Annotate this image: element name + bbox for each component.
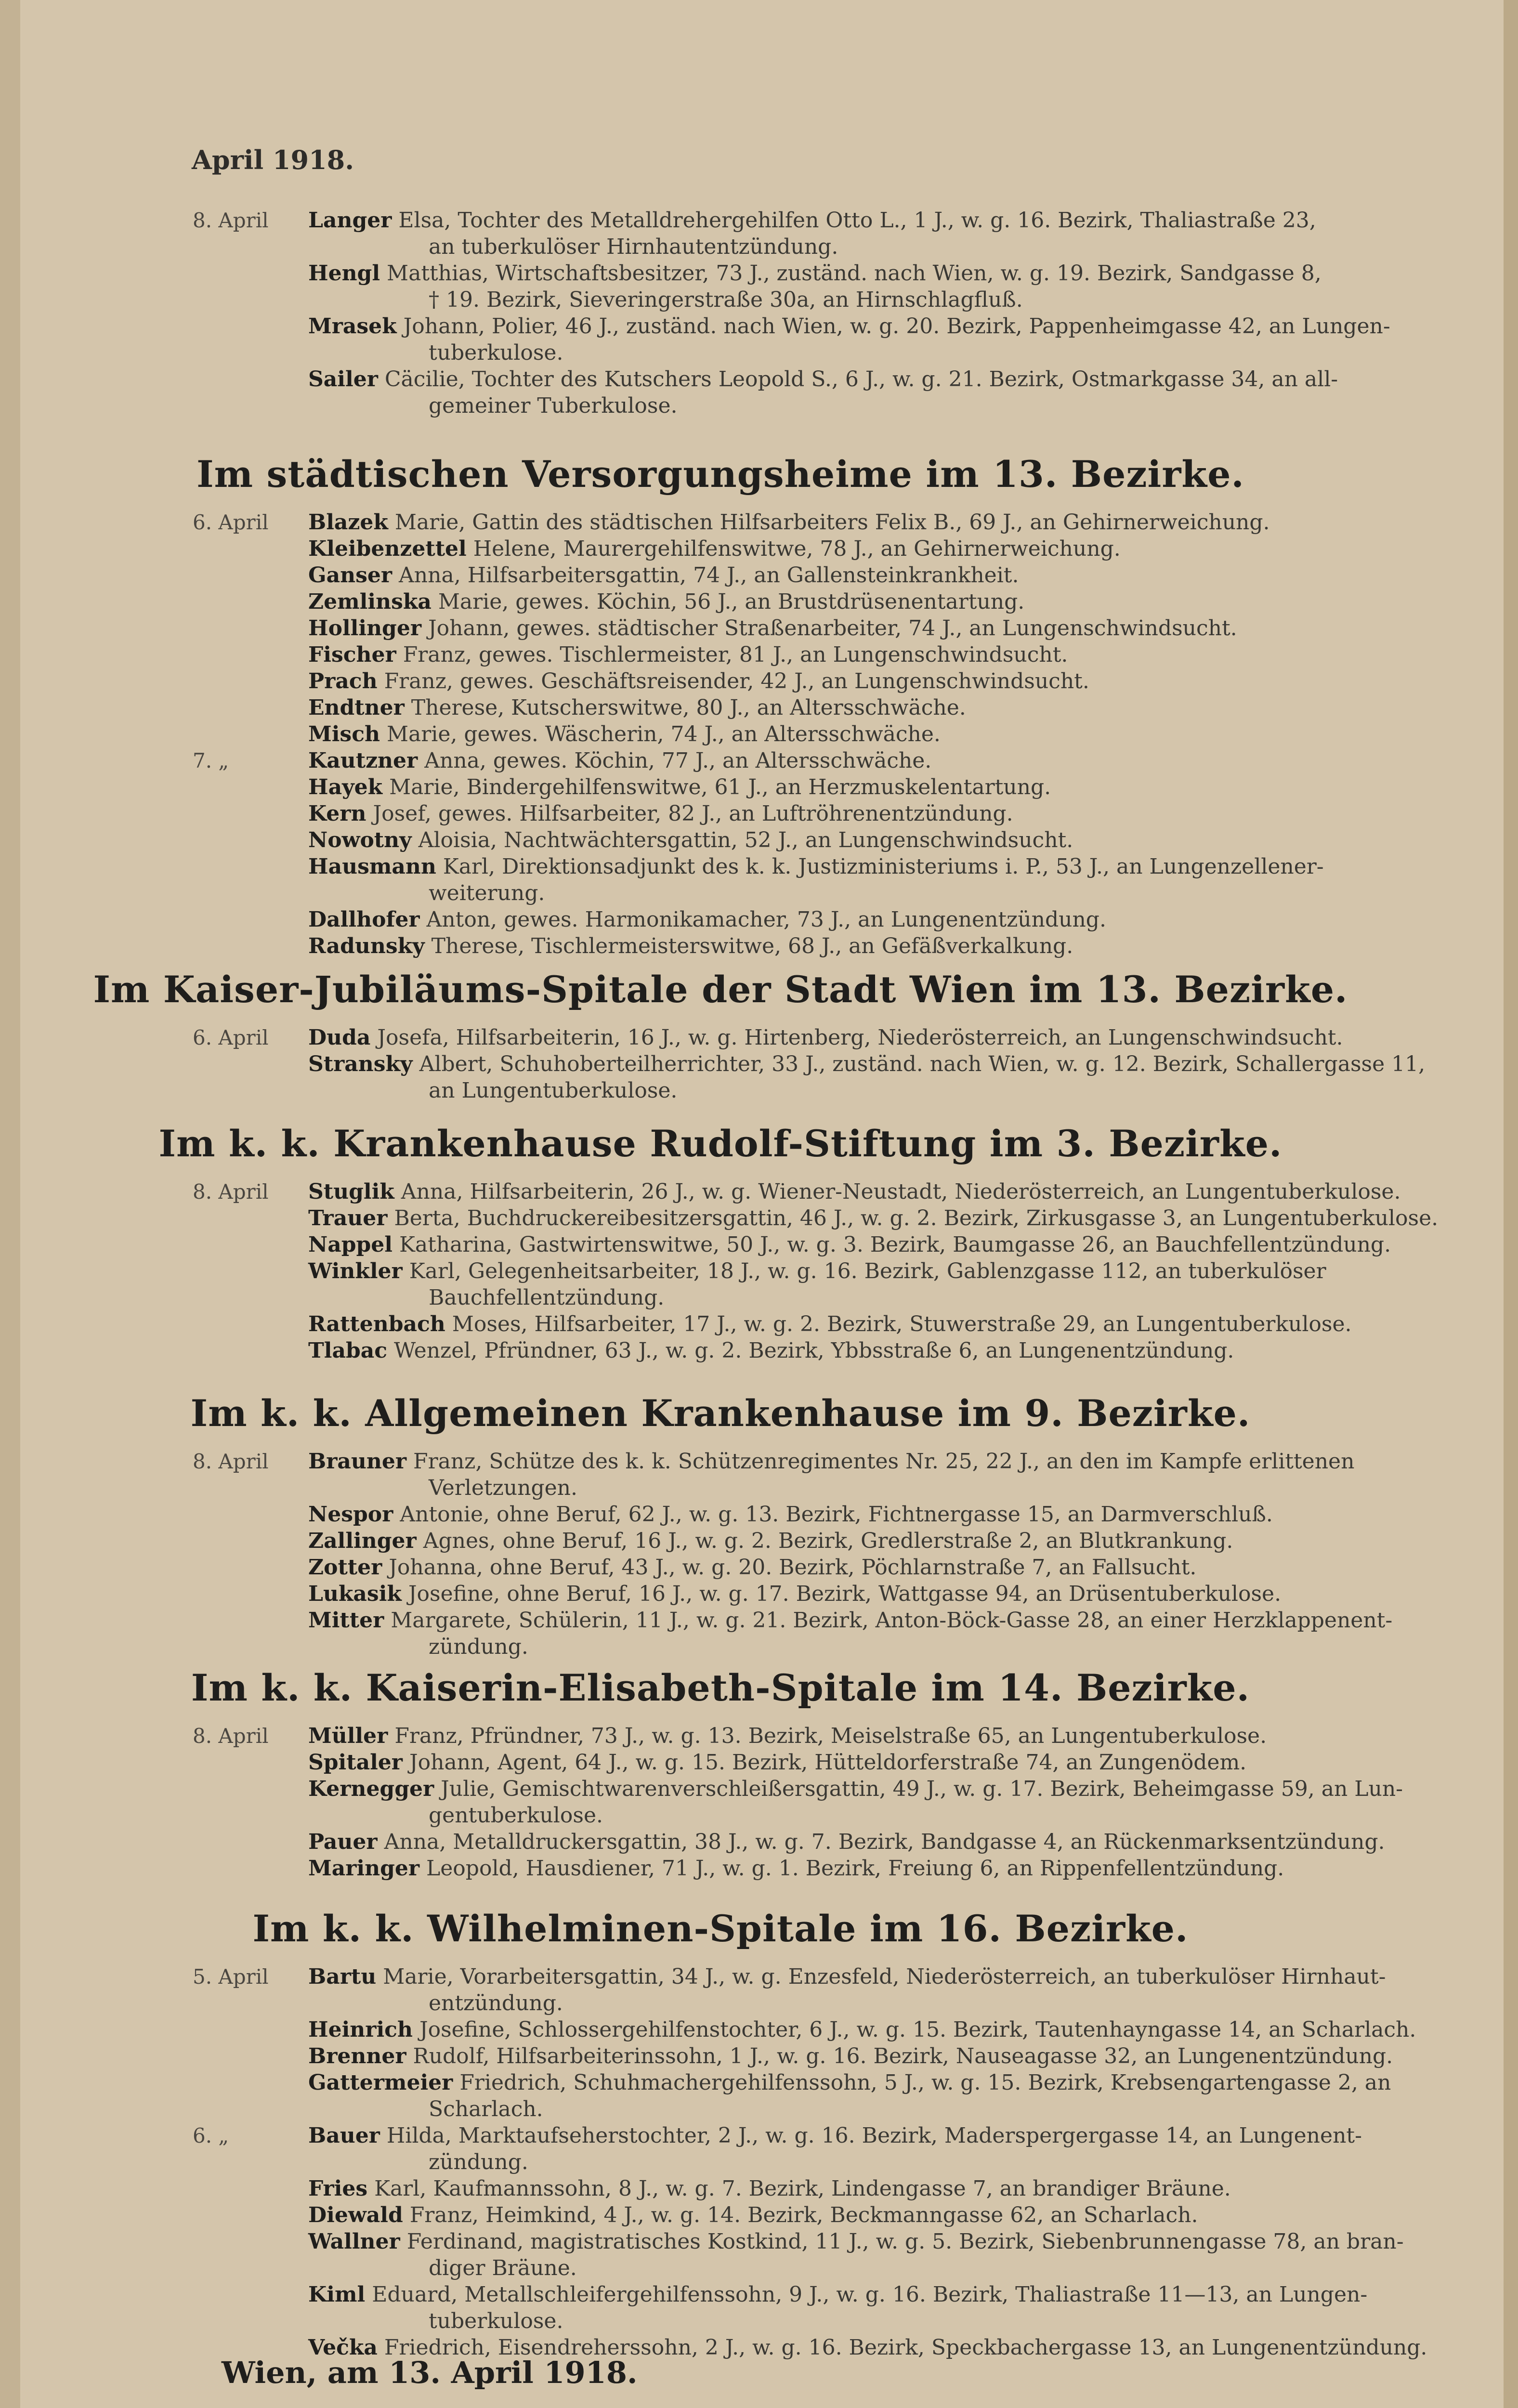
list-item — [0, 694, 1518, 721]
list-item — [0, 1258, 1518, 1311]
entry-detail: Josefine, Schlossergehilfenstochter, 6 J., w. g. 15. Bezirk, Tautenhayngasse 14, an Scharlach. — [419, 2017, 1416, 2042]
entry-detail: Franz, Heimkind, 4 J., w. g. 14. Bezirk, Beckmanngasse 62, an Scharlach. — [409, 2203, 1198, 2227]
entry-name: Mitter — [308, 1608, 384, 1633]
entry-name: Kautzner — [308, 748, 418, 773]
entry-detail: Elsa, Tochter des Metalldrehergehilfen Otto L., 1 J., w. g. 16. Bezirk, Thaliastraße 23, — [398, 208, 1316, 233]
list-item — [0, 1528, 1518, 1554]
entry-continuation: an tuberkulöser Hirnhautentzündung. — [429, 235, 838, 259]
entry-detail: Franz, Pfründner, 73 J., w. g. 13. Bezirk, Meiselstraße 65, an Lungentuberkulose. — [394, 1724, 1267, 1748]
entry-name: Maringer — [308, 1856, 420, 1881]
list-item — [0, 2016, 1518, 2043]
entry-detail: Franz, gewes. Geschäftsreisender, 42 J., an Lungenschwindsucht. — [384, 669, 1089, 694]
entry-detail: Eduard, Metallschleifergehilfenssohn, 9 J., w. g. 16. Bezirk, Thaliastraße 11—13, an Lungen- — [372, 2282, 1368, 2307]
entry-name: Kern — [308, 801, 366, 826]
entry-detail: Marie, Vorarbeitersgattin, 34 J., w. g. Enzesfeld, Niederösterreich, an tuberkulöser Hirnhaut- — [383, 1964, 1386, 1989]
entry-name: Heinrich — [308, 2017, 413, 2042]
list-item — [0, 260, 1518, 313]
entry-continuation: gentuberkulose. — [429, 1803, 603, 1828]
entry-date: 8. April — [193, 209, 269, 232]
entry-detail: Johann, Polier, 46 J., zuständ. nach Wien, w. g. 20. Bezirk, Pappenheimgasse 42, an Lungen- — [403, 314, 1390, 339]
entry-name: Kiml — [308, 2282, 366, 2307]
entry-name: Nowotny — [308, 828, 412, 852]
entry-name: Kleibenzettel — [308, 537, 467, 561]
entry-name: Stransky — [308, 1052, 413, 1076]
list-item — [0, 1581, 1518, 1607]
entry-continuation: Scharlach. — [429, 2097, 543, 2121]
entry-continuation: tuberkulose. — [429, 340, 563, 365]
section-kaiser-jubilaeums-spital — [0, 949, 1518, 1104]
list-item — [0, 1749, 1518, 1776]
entry-detail: Helene, Maurergehilfenswitwe, 78 J., an Gehirnerweichung. — [473, 537, 1121, 561]
entry-continuation: zündung. — [429, 1635, 528, 1659]
entry-detail: Josef, gewes. Hilfsarbeiter, 82 J., an Luftröhrenentzündung. — [373, 801, 1013, 826]
entry-name: Dallhofer — [308, 907, 420, 932]
entry-detail: Aloisia, Nachtwächtersgattin, 52 J., an Lungenschwindsucht. — [418, 828, 1073, 852]
entry-name: Kernegger — [308, 1777, 434, 1801]
list-item — [0, 1231, 1518, 1258]
entry-detail: Anna, Metalldruckersgattin, 38 J., w. g. 7. Bezirk, Bandgasse 4, an Rückenmarksentzündung. — [384, 1830, 1385, 1854]
entry-detail: Marie, gewes. Wäscherin, 74 J., an Altersschwäche. — [386, 722, 941, 746]
entry-date: 8. April — [193, 1724, 269, 1748]
entry-name: Wallner — [308, 2229, 400, 2254]
entry-detail: Margarete, Schülerin, 11 J., w. g. 21. Bezirk, Anton-Böck-Gasse 28, an einer Herzklappenent- — [391, 1608, 1393, 1633]
entry-name: Diewald — [308, 2203, 403, 2227]
list-item — [0, 1337, 1518, 1364]
entry-date: 5. April — [193, 1965, 269, 1989]
entry-detail: Anna, Hilfsarbeitersgattin, 74 J., an Gallensteinkrankheit. — [399, 563, 1019, 588]
entry-continuation: † 19. Bezirk, Sieveringerstraße 30a, an Hirnschlagfluß. — [429, 288, 1023, 312]
section-versorgungsheim — [0, 433, 1518, 959]
list-item — [0, 1178, 1518, 1205]
section-heading: Im k. k. Krankenhause Rudolf-Stiftung im 3. Bezirke. — [158, 1122, 1282, 1165]
list-item — [0, 1855, 1518, 1882]
entry-name: Müller — [308, 1724, 388, 1748]
section-wilhelminen-spital — [0, 1888, 1518, 2361]
entry-date: 6. April — [193, 1026, 269, 1049]
entry-name: Bauer — [308, 2123, 380, 2148]
list-item — [0, 366, 1518, 419]
list-item — [0, 721, 1518, 747]
intro-entries — [0, 207, 1518, 419]
entry-continuation: diger Bräune. — [429, 2256, 577, 2280]
entry-name: Zotter — [308, 1555, 382, 1580]
list-item — [0, 2175, 1518, 2202]
entry-detail: Hilda, Marktaufseherstochter, 2 J., w. g. 16. Bezirk, Maderspergergasse 14, an Lungenent- — [386, 2123, 1362, 2148]
entry-detail: Albert, Schuhoberteilherrichter, 33 J., zuständ. nach Wien, w. g. 12. Bezirk, Schallergasse 11, — [419, 1052, 1426, 1076]
entry-name: Prach — [308, 669, 378, 694]
section-heading: Im Kaiser-Jubiläums-Spitale der Stadt Wien im 13. Bezirke. — [93, 968, 1348, 1011]
list-item — [0, 1051, 1518, 1104]
entry-name: Fries — [308, 2176, 368, 2201]
entry-detail: Wenzel, Pfründner, 63 J., w. g. 2. Bezirk, Ybbsstraße 6, an Lungenentzündung. — [394, 1338, 1234, 1363]
entry-continuation: zündung. — [429, 2150, 528, 2174]
list-item — [0, 747, 1518, 774]
list-item — [0, 1024, 1518, 1051]
entry-detail: Marie, Bindergehilfenswitwe, 61 J., an Herzmuskelentartung. — [389, 775, 1051, 799]
entry-continuation: Verletzungen. — [429, 1476, 577, 1500]
entry-name: Ganser — [308, 563, 393, 588]
entry-detail: Karl, Gelegenheitsarbeiter, 18 J., w. g. 16. Bezirk, Gablenzgasse 112, an tuberkulöser — [409, 1259, 1326, 1283]
entry-name: Brenner — [308, 2044, 406, 2068]
list-item — [0, 2202, 1518, 2228]
list-item — [0, 1776, 1518, 1829]
entry-detail: Therese, Tischlermeisterswitwe, 68 J., an Gefäßverkalkung. — [431, 934, 1073, 958]
list-item — [0, 615, 1518, 641]
list-item — [0, 641, 1518, 668]
entry-name: Mrasek — [308, 314, 397, 339]
entry-name: Duda — [308, 1025, 371, 1050]
entry-detail: Katharina, Gastwirtenswitwe, 50 J., w. g. 3. Bezirk, Baumgasse 26, an Bauchfellentzündung. — [399, 1232, 1391, 1257]
entry-detail: Antonie, ohne Beruf, 62 J., w. g. 13. Bezirk, Fichtnergasse 15, an Darmverschluß. — [400, 1502, 1273, 1527]
entry-date: 8. April — [193, 1180, 269, 1204]
entry-detail: Cäcilie, Tochter des Kutschers Leopold S., 6 J., w. g. 21. Bezirk, Ostmarkgasse 34, an all- — [384, 367, 1338, 392]
entry-continuation: an Lungentuberkulose. — [429, 1078, 678, 1103]
entry-name: Blazek — [308, 510, 388, 535]
entry-date: 7. „ — [193, 749, 229, 772]
entry-detail: Julie, Gemischtwarenverschleißersgattin, 49 J., w. g. 17. Bezirk, Beheimgasse 59, an Lun- — [441, 1777, 1403, 1801]
entry-date: 6. „ — [193, 2124, 229, 2147]
list-item — [0, 536, 1518, 562]
entry-continuation: weiterung. — [429, 881, 545, 905]
entry-name: Nespor — [308, 1502, 393, 1527]
entry-name: Langer — [308, 208, 392, 233]
list-item — [0, 827, 1518, 853]
entry-name: Misch — [308, 722, 380, 746]
entry-detail: Johanna, ohne Beruf, 43 J., w. g. 20. Bezirk, Pöchlarnstraße 7, an Fallsucht. — [389, 1555, 1197, 1580]
section-rudolf-stiftung — [0, 1103, 1518, 1364]
entry-name: Bartu — [308, 1964, 377, 1989]
entry-detail: Anna, Hilfsarbeiterin, 26 J., w. g. Wiener-Neustadt, Niederösterreich, an Lungentuberkulose. — [401, 1179, 1401, 1204]
closing-date: Wien, am 13. April 1918. — [222, 2355, 638, 2390]
entry-name: Hausmann — [308, 854, 436, 879]
entry-detail: Moses, Hilfsarbeiter, 17 J., w. g. 2. Bezirk, Stuwerstraße 29, an Lungentuberkulose. — [452, 1312, 1352, 1336]
entry-detail: Anton, gewes. Harmonikamacher, 73 J., an Lungenentzündung. — [426, 907, 1106, 932]
list-item — [0, 1205, 1518, 1231]
entry-detail: Franz, gewes. Tischlermeister, 81 J., an Lungenschwindsucht. — [403, 642, 1068, 667]
entry-name: Trauer — [308, 1206, 388, 1230]
list-item — [0, 1554, 1518, 1581]
entry-name: Zemlinska — [308, 589, 432, 614]
list-item — [0, 2069, 1518, 2122]
section-heading: Im k. k. Allgemeinen Krankenhause im 9. Bezirke. — [190, 1392, 1251, 1435]
entry-detail: Josefine, ohne Beruf, 16 J., w. g. 17. Bezirk, Wattgasse 94, an Drüsentuberkulose. — [408, 1582, 1282, 1606]
entry-detail: Berta, Buchdruckereibesitzersgattin, 46 J., w. g. 2. Bezirk, Zirkusgasse 3, an Lungentuberkulose. — [394, 1206, 1439, 1230]
entry-detail: Matthias, Wirtschaftsbesitzer, 73 J., zuständ. nach Wien, w. g. 19. Bezirk, Sandgasse 8, — [387, 261, 1322, 286]
entry-date: 6. April — [193, 510, 269, 534]
entry-name: Brauner — [308, 1449, 407, 1474]
entry-name: Rattenbach — [308, 1312, 445, 1336]
list-item — [0, 1501, 1518, 1528]
entry-name: Winkler — [308, 1259, 403, 1283]
entry-continuation: Bauchfellentzündung. — [429, 1285, 665, 1310]
entry-detail: Therese, Kutscherswitwe, 80 J., an Altersschwäche. — [411, 695, 966, 720]
list-item — [0, 1829, 1518, 1855]
list-item — [0, 207, 1518, 260]
list-item — [0, 906, 1518, 933]
entry-detail: Ferdinand, magistratisches Kostkind, 11 J., w. g. 5. Bezirk, Siebenbrunnengasse 78, an bran- — [406, 2229, 1404, 2254]
list-item — [0, 2122, 1518, 2175]
list-item — [0, 774, 1518, 800]
entry-name: Večka — [308, 2335, 378, 2360]
running-header-date: April 1918. — [192, 144, 354, 175]
list-item — [0, 2228, 1518, 2281]
entry-name: Pauer — [308, 1830, 378, 1854]
entry-name: Hollinger — [308, 616, 421, 641]
entry-name: Fischer — [308, 642, 396, 667]
entry-name: Sailer — [308, 367, 378, 392]
entry-detail: Friedrich, Eisendreherssohn, 2 J., w. g. 16. Bezirk, Speckbachergasse 13, an Lungenentzündung. — [384, 2335, 1427, 2360]
entry-continuation: entzündung. — [429, 1991, 563, 2015]
entry-detail: Anna, gewes. Köchin, 77 J., an Altersschwäche. — [424, 748, 932, 773]
entry-name: Zallinger — [308, 1529, 417, 1553]
section-heading: Im k. k. Wilhelminen-Spitale im 16. Bezirke. — [252, 1907, 1189, 1950]
entry-name: Gattermeier — [308, 2070, 453, 2095]
list-item — [0, 2281, 1518, 2334]
list-item — [0, 2043, 1518, 2069]
entry-detail: Agnes, ohne Beruf, 16 J., w. g. 2. Bezirk, Gredlerstraße 2, an Blutkrankung. — [423, 1529, 1233, 1553]
entry-detail: Franz, Schütze des k. k. Schützenregimentes Nr. 25, 22 J., an den im Kampfe erlittenen — [413, 1449, 1355, 1474]
entry-detail: Friedrich, Schuhmachergehilfenssohn, 5 J., w. g. 15. Bezirk, Krebsengartengasse 2, an — [459, 2070, 1391, 2095]
section-kaiserin-elisabeth-spital — [0, 1647, 1518, 1882]
section-heading: Im städtischen Versorgungsheime im 13. Bezirke. — [196, 453, 1244, 496]
list-item — [0, 562, 1518, 589]
list-item — [0, 800, 1518, 827]
section-allgemeines-krankenhaus — [0, 1373, 1518, 1660]
entry-name: Radunsky — [308, 934, 425, 958]
entry-name: Nappel — [308, 1232, 393, 1257]
entry-detail: Karl, Kaufmannssohn, 8 J., w. g. 7. Bezirk, Lindengasse 7, an brandiger Bräune. — [374, 2176, 1231, 2201]
entry-detail: Johann, Agent, 64 J., w. g. 15. Bezirk, Hütteldorferstraße 74, an Zungenödem. — [409, 1750, 1247, 1775]
entry-detail: Leopold, Hausdiener, 71 J., w. g. 1. Bezirk, Freiung 6, an Rippenfellentzündung. — [426, 1856, 1284, 1881]
entry-name: Lukasik — [308, 1582, 402, 1606]
entry-detail: Rudolf, Hilfsarbeiterinssohn, 1 J., w. g. 16. Bezirk, Nauseagasse 32, an Lungenentzündung. — [413, 2044, 1393, 2068]
entry-name: Tlabac — [308, 1338, 388, 1363]
list-item — [0, 1448, 1518, 1501]
entry-name: Hengl — [308, 261, 380, 286]
section-heading: Im k. k. Kaiserin-Elisabeth-Spitale im 14. Bezirke. — [191, 1666, 1250, 1709]
list-item — [0, 1963, 1518, 2016]
entry-detail: Josefa, Hilfsarbeiterin, 16 J., w. g. Hirtenberg, Niederösterreich, an Lungenschwindsucht. — [377, 1025, 1343, 1050]
list-item — [0, 1723, 1518, 1749]
entry-continuation: tuberkulose. — [429, 2309, 563, 2333]
list-item — [0, 509, 1518, 536]
list-item — [0, 853, 1518, 906]
entry-date: 8. April — [193, 1450, 269, 1473]
list-item — [0, 1311, 1518, 1337]
entry-name: Stuglik — [308, 1179, 394, 1204]
entry-name: Spitaler — [308, 1750, 403, 1775]
list-item — [0, 313, 1518, 366]
entry-detail: Marie, Gattin des städtischen Hilfsarbeiters Felix B., 69 J., an Gehirnerweichung. — [394, 510, 1270, 535]
entry-continuation: gemeiner Tuberkulose. — [429, 393, 678, 418]
entry-name: Endtner — [308, 695, 405, 720]
entry-detail: Marie, gewes. Köchin, 56 J., an Brustdrüsenentartung. — [438, 589, 1025, 614]
entry-detail: Johann, gewes. städtischer Straßenarbeiter, 74 J., an Lungenschwindsucht. — [428, 616, 1237, 641]
entry-name: Hayek — [308, 775, 383, 799]
list-item — [0, 589, 1518, 615]
entry-detail: Karl, Direktionsadjunkt des k. k. Justizministeriums i. P., 53 J., an Lungenzellener- — [443, 854, 1324, 879]
list-item — [0, 668, 1518, 694]
